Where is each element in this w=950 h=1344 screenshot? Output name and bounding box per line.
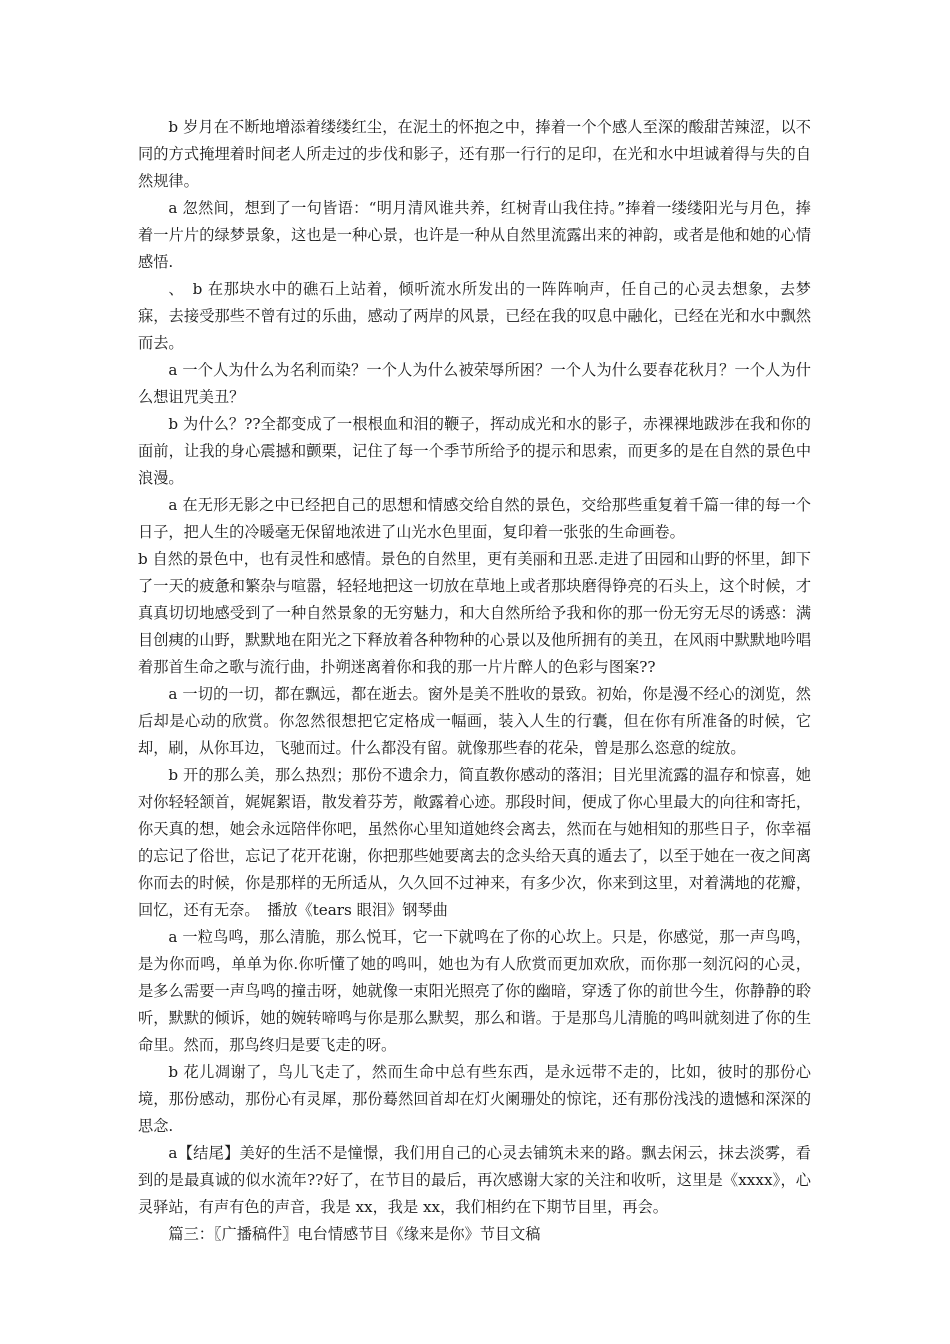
paragraph: b 花儿凋谢了，鸟儿飞走了，然而生命中总有些东西，是永远带不走的，比如，彼时的那份心境，那份感动，那份心有灵犀，那份蓦然回首却在灯火阑珊处的惊诧，还有那份浅浅的遗憾和深深的思念. xyxy=(138,1063,811,1135)
paragraph: a 一粒鸟鸣，那么清脆，那么悦耳，它一下就鸣在了你的心坎上。只是，你感觉，那一声鸟鸣，是为你而鸣，单单为你.你听懂了她的鸣叫，她也为有人欣赏而更加欢欣，而你那一刻沉闷的心灵，是多么需要一声鸟鸣的撞击呀，她就像一束阳光照亮了你的幽暗，穿透了你的前世今生，你静静的聆听，默默的倾诉，她的婉转啼鸣与你是那么默契，那么和谐。于是那鸟儿清脆的鸣叫就刻进了你的生命里。然而，那鸟终归是要飞走的呀。 xyxy=(138,928,811,1054)
paragraph: b 岁月在不断地增添着缕缕红尘，在泥土的怀抱之中，捧着一个个感人至深的酸甜苦辣涩，以不同的方式掩埋着时间老人所走过的步伐和影子，还有那一行行的足印，在光和水中坦诚着得与失的自然规律。 xyxy=(138,118,811,190)
paragraph: b 为什么？??全都变成了一根根血和泪的鞭子，挥动成光和水的影子，赤裸裸地跋涉在我和你的面前，让我的身心震撼和颤栗，记住了每一个季节所给予的提示和思索，而更多的是在自然的景色中浪漫。 xyxy=(138,415,811,487)
paragraph: b 开的那么美，那么热烈；那份不遗余力，简直教你感动的落泪；目光里流露的温存和惊喜，她对你轻轻颔首，娓娓絮语，散发着芬芳，敞露着心迹。那段时间，便成了你心里最大的向往和寄托，你天真的想，她会永远陪伴你吧，虽然你心里知道她终会离去，然而在与她相知的那些日子，你幸福的忘记了俗世，忘记了花开花谢，你把那些她要离去的念头给天真的遁去了，以至于她在一夜之间离你而去的时候，你是那样的无所适从，久久回不过神来，有多少次，你来到这里，对着满地的花瓣，回忆，还有无奈。 播放《tears 眼泪》钢琴曲 xyxy=(138,766,811,919)
section-heading: 篇三：〖广播稿件〗电台情感节目《缘来是你》节目文稿 xyxy=(168,1225,541,1243)
paragraph: a 在无形无影之中已经把自己的思想和情感交给自然的景色，交给那些重复着千篇一律的每一个日子，把人生的冷暖毫无保留地浓进了山光水色里面，复印着一张张的生命画卷。 xyxy=(138,496,811,541)
paragraph: a 忽然间，想到了一句皆语：“明月清风谁共养，红树青山我住持。”捧着一缕缕阳光与月色，捧着一片片的绿梦景象，这也是一种心景，也许是一种从自然里流露出来的神韵，或者是他和她的心情感悟. xyxy=(138,199,811,271)
paragraph: a【结尾】美好的生活不是憧憬，我们用自己的心灵去铺筑未来的路。飘去闲云，抹去淡雾，看到的是最真诚的似水流年??好了，在节目的最后，再次感谢大家的关注和收听，这里是《xxxx》，心灵驿站，有声有色的声音，我是 xx，我是 xx，我们相约在下期节目里，再会。 xyxy=(138,1144,811,1216)
paragraph: 、 b 在那块水中的礁石上站着，倾听流水所发出的一阵阵响声，任自己的心灵去想象，去梦寐，去接受那些不曾有过的乐曲，感动了两岸的风景，已经在我的叹息中融化，已经在光和水中飘然而去。 xyxy=(138,280,811,352)
paragraph: b 自然的景色中，也有灵性和感情。景色的自然里，更有美丽和丑恶.走进了田园和山野的怀里，卸下了一天的疲惫和繁杂与喧嚣，轻轻地把这一切放在草地上或者那块磨得铮亮的石头上，这个时候，才真真切切地感受到了一种自然景象的无穷魅力，和大自然所给予我和你的那一份无穷无尽的诱惑：满目创痍的山野，默默地在阳光之下释放着各种物种的心景以及他所拥有的美丑，在风雨中默默地吟唱着那首生命之歌与流行曲，扑朔迷离着你和我的那一片片醉人的色彩与图案?? xyxy=(138,550,811,676)
paragraph: a 一切的一切，都在飘远，都在逝去。窗外是美不胜收的景致。初始，你是漫不经心的浏览，然后却是心动的欣赏。你忽然很想把它定格成一幅画，装入人生的行囊，但在你有所准备的时候，它却，刷，从你耳边，飞驰而过。什么都没有留。就像那些春的花朵，曾是那么恣意的绽放。 xyxy=(138,685,811,757)
document-body xyxy=(138,114,811,1248)
paragraph: a 一个人为什么为名利而染？一个人为什么被荣辱所困？一个人为什么要春花秋月？一个人为什么想诅咒美丑？ xyxy=(138,361,811,406)
